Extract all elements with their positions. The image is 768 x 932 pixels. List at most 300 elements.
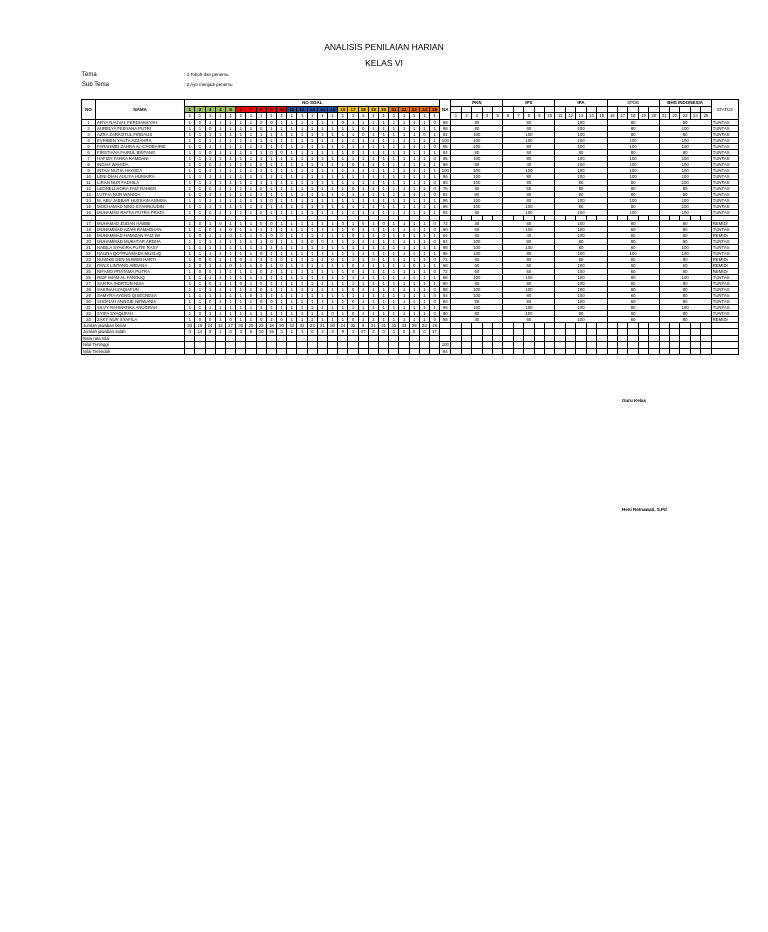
answer-cell: 1: [409, 220, 419, 226]
answer-cell: 1: [225, 179, 235, 185]
answer-cell: 1: [236, 238, 246, 244]
answer-cell: 1: [358, 244, 368, 250]
answer-cell: 1: [430, 203, 440, 209]
answer-cell: 1: [205, 131, 215, 137]
answer-cell: 1: [205, 155, 215, 161]
answer-cell: 1: [368, 262, 378, 268]
answer-cell: 1: [317, 203, 327, 209]
answer-cell: 0: [399, 232, 409, 238]
answer-cell: 1: [256, 197, 266, 203]
score-bhs: 80: [659, 310, 711, 316]
answer-cell: 1: [287, 298, 297, 304]
answer-cell: 1: [328, 298, 338, 304]
student-no: 1: [82, 119, 96, 125]
summary-cell: 9: [338, 329, 348, 336]
score-bhs: 100: [659, 209, 711, 215]
soal-number: 1: [185, 106, 195, 113]
answer-cell: 1: [195, 250, 205, 256]
student-na: 80: [440, 280, 451, 286]
student-status: TUNTAS: [711, 250, 738, 256]
score-pkn: 80: [451, 191, 503, 197]
answer-cell: 1: [368, 250, 378, 256]
answer-cell: 1: [399, 304, 409, 310]
student-name: LEONELLNORA FAIZ RAHIER: [96, 185, 185, 191]
score-ips: 100: [503, 226, 555, 232]
summary-subject-cell: [659, 348, 669, 355]
answer-cell: 1: [338, 137, 348, 143]
student-na: 100: [441, 137, 449, 143]
score-sbdp: 80: [607, 119, 659, 125]
score-pkn: 100: [451, 131, 503, 137]
answer-cell: 1: [358, 137, 368, 143]
answer-cell: 1: [368, 220, 378, 226]
answer-cell: 1: [379, 280, 389, 286]
score-bhs: 100: [659, 125, 711, 131]
answer-cell: 1: [430, 304, 440, 310]
score-ipa: 100: [555, 304, 607, 310]
answer-cell: 1: [358, 203, 368, 209]
answer-cell: 1: [297, 286, 307, 292]
answer-cell: 1: [399, 179, 409, 185]
score-ips: 60: [503, 149, 555, 155]
answer-cell: 1: [215, 226, 225, 232]
score-pkn: 80: [451, 310, 503, 316]
answer-cell: 1: [368, 238, 378, 244]
summary-cell: [277, 348, 287, 355]
answer-cell: 1: [348, 119, 358, 125]
summary-cell: 1: [297, 329, 307, 336]
summary-subject-cell: [649, 348, 659, 355]
score-ipa: 80: [555, 244, 607, 250]
answer-cell: 1: [205, 143, 215, 149]
answer-cell: 1: [368, 286, 378, 292]
answer-cell: 1: [399, 161, 409, 167]
answer-cell: 1: [215, 268, 225, 274]
score-pkn: 60: [451, 262, 503, 268]
soal-number: 7: [246, 106, 256, 113]
signature-role: Guru Kelas: [622, 398, 647, 403]
student-name: MUHAMAD RAFFA PUTRA PRATA: [96, 209, 185, 215]
answer-cell: 1: [368, 316, 378, 322]
score-pkn: 60: [451, 209, 503, 215]
summary-subject-cell: [701, 348, 711, 355]
student-status: REMIDI: [711, 256, 738, 262]
answer-cell: 1: [430, 149, 440, 155]
score-pkn: 100: [451, 179, 503, 185]
answer-cell: 1: [409, 167, 419, 173]
student-name: LIRAN NUR FADHILA: [96, 179, 185, 185]
score-sbdp: 80: [607, 125, 659, 131]
summary-subject-cell: [670, 348, 680, 355]
answer-cell: 0: [348, 226, 358, 232]
answer-cell: 0: [266, 149, 276, 155]
score-ips: 100: [503, 244, 555, 250]
student-no: 20: [82, 238, 96, 244]
answer-cell: 1: [307, 131, 317, 137]
subject-number: 15: [597, 113, 607, 120]
answer-cell: 1: [297, 191, 307, 197]
answer-cell: 1: [266, 274, 276, 280]
answer-cell: 1: [379, 268, 389, 274]
answer-cell: 1: [389, 197, 399, 203]
student-no: 17: [82, 220, 96, 226]
student-na: 88: [440, 244, 451, 250]
answer-cell: 1: [328, 191, 338, 197]
answer-cell: 1: [215, 244, 225, 250]
summary-cell: 30: [277, 322, 287, 329]
summary-cell: [266, 348, 276, 355]
answer-cell: 1: [368, 274, 378, 280]
answer-cell: 1: [277, 143, 287, 149]
summary-subject-cell: [555, 348, 565, 355]
answer-cell: 1: [266, 226, 276, 232]
answer-cell: 1: [338, 203, 348, 209]
score-pkn: 80: [451, 119, 503, 125]
soal-number: 4: [215, 106, 225, 113]
answer-cell: 1: [215, 238, 225, 244]
answer-cell: 1: [379, 310, 389, 316]
answer-cell: 1: [419, 173, 429, 179]
answer-cell: 1: [246, 155, 256, 161]
score-bhs: 60: [659, 232, 711, 238]
answer-cell: 1: [419, 220, 429, 226]
answer-cell: 1: [236, 250, 246, 256]
answer-cell: 1: [225, 209, 235, 215]
summary-cell: 3: [277, 329, 287, 336]
answer-cell: 1: [430, 244, 440, 250]
soal-number: 14: [317, 106, 327, 113]
student-status: TUNTAS: [711, 209, 738, 215]
score-pkn: 60: [451, 268, 503, 274]
answer-cell: 1: [409, 173, 419, 179]
answer-cell: 0: [348, 298, 358, 304]
score-ips: 100: [503, 286, 555, 292]
summary-cell: [368, 348, 378, 355]
student-no: 15: [82, 203, 96, 209]
answer-cell: 1: [287, 209, 297, 215]
student-name: ARYA NAUVAL FERDIANSYAH: [96, 119, 185, 125]
answer-cell: 1: [236, 137, 246, 143]
answer-cell: 1: [266, 179, 276, 185]
student-no: 29: [82, 292, 96, 298]
answer-key-cell: 1: [195, 113, 205, 120]
answer-cell: 1: [246, 256, 256, 262]
answer-cell: 1: [205, 232, 215, 238]
student-na: 84: [440, 238, 451, 244]
summary-subject-cell: [524, 348, 534, 355]
answer-cell: 1: [277, 173, 287, 179]
score-bhs: 100: [659, 203, 711, 209]
answer-cell: 1: [389, 155, 399, 161]
score-sbdp: 80: [607, 274, 659, 280]
answer-cell: 1: [409, 161, 419, 167]
student-name: SAFIRA INDRTUN NISA: [96, 280, 185, 286]
score-ipa: 100: [555, 232, 607, 238]
score-pkn: 60: [451, 232, 503, 238]
answer-cell: 1: [277, 167, 287, 173]
answer-cell: 1: [409, 274, 419, 280]
answer-cell: 0: [430, 226, 440, 232]
answer-cell: 0: [430, 268, 440, 274]
answer-cell: 1: [328, 244, 338, 250]
answer-cell: 1: [379, 161, 389, 167]
answer-cell: 1: [317, 298, 327, 304]
score-ipa: 100: [555, 268, 607, 274]
summary-cell: [185, 348, 195, 355]
answer-cell: 1: [328, 292, 338, 298]
answer-cell: 1: [287, 244, 297, 250]
answer-cell: 1: [317, 143, 327, 149]
student-name: M. ABU JABBAR HUSSAIN ANNISA: [96, 197, 185, 203]
answer-key-cell: 1: [358, 113, 368, 120]
student-na: 96: [440, 197, 451, 203]
answer-cell: 1: [328, 304, 338, 310]
score-ipa: 100: [555, 292, 607, 298]
answer-cell: 1: [368, 226, 378, 232]
soal-number: 21: [389, 106, 399, 113]
answer-cell: 1: [246, 179, 256, 185]
answer-cell: 1: [225, 149, 235, 155]
student-name: HAFIZH FARKA RAMDANI: [96, 155, 185, 161]
score-bhs: 80: [659, 119, 711, 125]
answer-cell: 1: [236, 203, 246, 209]
student-name: RIFANO PRATAMA PUTRA: [96, 268, 185, 274]
answer-cell: 1: [287, 161, 297, 167]
answer-cell: 1: [338, 274, 348, 280]
answer-cell: 1: [266, 244, 276, 250]
answer-cell: 1: [256, 149, 266, 155]
answer-cell: 1: [185, 250, 195, 256]
answer-cell: 1: [348, 131, 358, 137]
summary-subject-cell: [503, 348, 513, 355]
answer-cell: 1: [215, 197, 225, 203]
answer-cell: 1: [317, 292, 327, 298]
answer-cell: 1: [317, 268, 327, 274]
answer-cell: 1: [399, 119, 409, 125]
score-ips: 80: [503, 238, 555, 244]
answer-cell: 1: [389, 250, 399, 256]
student-no: 27: [82, 280, 96, 286]
summary-cell: 14: [195, 329, 205, 336]
answer-cell: 1: [266, 143, 276, 149]
answer-cell: 1: [409, 250, 419, 256]
answer-cell: 1: [266, 256, 276, 262]
answer-cell: 1: [195, 185, 205, 191]
answer-cell: 1: [287, 125, 297, 131]
score-ips: 60: [503, 268, 555, 274]
subject-number: 25: [701, 113, 711, 120]
score-ipa: 80: [555, 191, 607, 197]
answer-cell: 0: [430, 143, 440, 149]
summary-cell: 1: [287, 329, 297, 336]
summary-cell: 0: [307, 329, 317, 336]
answer-cell: 0: [430, 256, 440, 262]
summary-cell: [246, 348, 256, 355]
answer-cell: 0: [266, 238, 276, 244]
answer-cell: 1: [338, 280, 348, 286]
answer-key-cell: 1: [215, 113, 225, 120]
summary-cell: [195, 348, 205, 355]
answer-cell: 1: [185, 131, 195, 137]
answer-cell: 1: [368, 173, 378, 179]
answer-cell: 1: [307, 274, 317, 280]
score-ipa: 100: [555, 250, 607, 256]
soal-number: 10: [277, 106, 287, 113]
answer-cell: 1: [409, 310, 419, 316]
answer-cell: 1: [277, 161, 287, 167]
answer-cell: 1: [328, 232, 338, 238]
answer-cell: 1: [328, 209, 338, 215]
answer-cell: 1: [409, 203, 419, 209]
student-name: ZAKY NUR SYAFILA: [96, 316, 185, 322]
answer-cell: 1: [246, 173, 256, 179]
answer-cell: 1: [399, 131, 409, 137]
subject-number: 5: [492, 113, 502, 120]
answer-cell: 0: [256, 185, 266, 191]
summary-cell: 9: [205, 329, 215, 336]
student-name: PANJI LINTANG ARDANA: [96, 262, 185, 268]
answer-cell: 1: [348, 125, 358, 131]
answer-cell: 0: [195, 262, 205, 268]
summary-cell: 32: [348, 322, 358, 329]
soal-number: 12: [297, 106, 307, 113]
student-name: EVRIBEN YAUTA AZZAHRA: [96, 137, 185, 143]
answer-cell: 1: [225, 280, 235, 286]
answer-cell: 1: [297, 143, 307, 149]
answer-cell: 1: [307, 280, 317, 286]
answer-cell: 1: [419, 280, 429, 286]
answer-cell: 1: [246, 238, 256, 244]
answer-cell: 1: [195, 209, 205, 215]
answer-cell: 1: [358, 119, 368, 125]
answer-cell: 1: [399, 256, 409, 262]
summary-cell: [205, 348, 215, 355]
summary-cell: [338, 348, 348, 355]
answer-cell: 1: [287, 179, 297, 185]
answer-cell: 1: [287, 232, 297, 238]
answer-cell: 1: [338, 256, 348, 262]
answer-cell: 1: [195, 292, 205, 298]
summary-cell: 16: [430, 322, 440, 329]
answer-cell: 1: [430, 125, 440, 131]
answer-cell: 1: [246, 119, 256, 125]
answer-cell: 1: [368, 298, 378, 304]
answer-cell: 1: [185, 304, 195, 310]
score-ipa: 100: [555, 274, 607, 280]
score-sbdp: 100: [607, 161, 659, 167]
answer-cell: 1: [317, 155, 327, 161]
answer-cell: 1: [338, 167, 348, 173]
answer-cell: 0: [328, 256, 338, 262]
student-na: 64: [440, 232, 451, 238]
answer-cell: 1: [246, 143, 256, 149]
summary-cell: [399, 348, 409, 355]
answer-cell: 1: [277, 238, 287, 244]
answer-cell: 1: [419, 232, 429, 238]
answer-cell: 1: [328, 268, 338, 274]
answer-cell: 1: [338, 238, 348, 244]
answer-cell: 1: [307, 316, 317, 322]
student-status: TUNTAS: [711, 274, 738, 280]
subtema-row: [82, 82, 232, 88]
answer-key-cell: 1: [307, 113, 317, 120]
score-bhs: 80: [659, 131, 711, 137]
answer-cell: 0: [256, 280, 266, 286]
student-name: NUWIKE DEN NUWIMI HARTI: [96, 256, 185, 262]
summary-cell: [236, 348, 246, 355]
student-status: TUNTAS: [711, 203, 738, 209]
answer-cell: 1: [256, 244, 266, 250]
score-ips: 80: [503, 250, 555, 256]
answer-cell: 1: [246, 137, 256, 143]
answer-cell: 1: [297, 125, 307, 131]
answer-cell: 0: [430, 155, 440, 161]
answer-cell: 1: [419, 268, 429, 274]
answer-cell: 1: [317, 244, 327, 250]
answer-cell: 1: [409, 292, 419, 298]
answer-cell: 1: [389, 119, 399, 125]
summary-cell: [297, 348, 307, 355]
answer-cell: 1: [419, 238, 429, 244]
answer-cell: 1: [348, 137, 358, 143]
answer-cell: 1: [389, 310, 399, 316]
score-sbdp: 60: [607, 268, 659, 274]
answer-cell: 1: [246, 298, 256, 304]
answer-cell: 1: [409, 268, 419, 274]
answer-cell: 1: [225, 310, 235, 316]
subject-number: 19: [638, 113, 648, 120]
answer-cell: 1: [389, 173, 399, 179]
answer-cell: 1: [409, 238, 419, 244]
student-na: 80: [440, 298, 451, 304]
answer-cell: 1: [368, 179, 378, 185]
answer-cell: 1: [338, 268, 348, 274]
answer-cell: 1: [185, 149, 195, 155]
summary-cell: 31: [317, 322, 327, 329]
student-status: TUNTAS: [711, 244, 738, 250]
answer-cell: 1: [399, 238, 409, 244]
answer-cell: 1: [266, 304, 276, 310]
answer-cell: 1: [368, 125, 378, 131]
answer-cell: 1: [338, 244, 348, 250]
answer-cell: 1: [236, 232, 246, 238]
summary-cell: 33: [399, 322, 409, 329]
summary-cell: 32: [297, 322, 307, 329]
answer-cell: 1: [389, 316, 399, 322]
summary-na: 100: [441, 342, 449, 348]
answer-cell: 0: [358, 220, 368, 226]
answer-cell: 1: [225, 119, 235, 125]
answer-cell: 1: [348, 274, 358, 280]
answer-cell: 1: [317, 262, 327, 268]
answer-cell: 1: [225, 304, 235, 310]
answer-cell: 1: [389, 286, 399, 292]
answer-cell: 0: [256, 125, 266, 131]
answer-cell: 1: [277, 298, 287, 304]
answer-cell: 1: [348, 143, 358, 149]
summary-status-cell: [711, 348, 738, 355]
score-ipa: 100: [555, 143, 607, 149]
answer-cell: 1: [389, 209, 399, 215]
answer-cell: 1: [185, 298, 195, 304]
answer-cell: 1: [256, 131, 266, 137]
answer-cell: 0: [195, 232, 205, 238]
answer-cell: 1: [215, 161, 225, 167]
answer-cell: 1: [379, 209, 389, 215]
score-sbdp: 60: [607, 256, 659, 262]
answer-cell: 0: [215, 220, 225, 226]
answer-cell: 1: [215, 310, 225, 316]
